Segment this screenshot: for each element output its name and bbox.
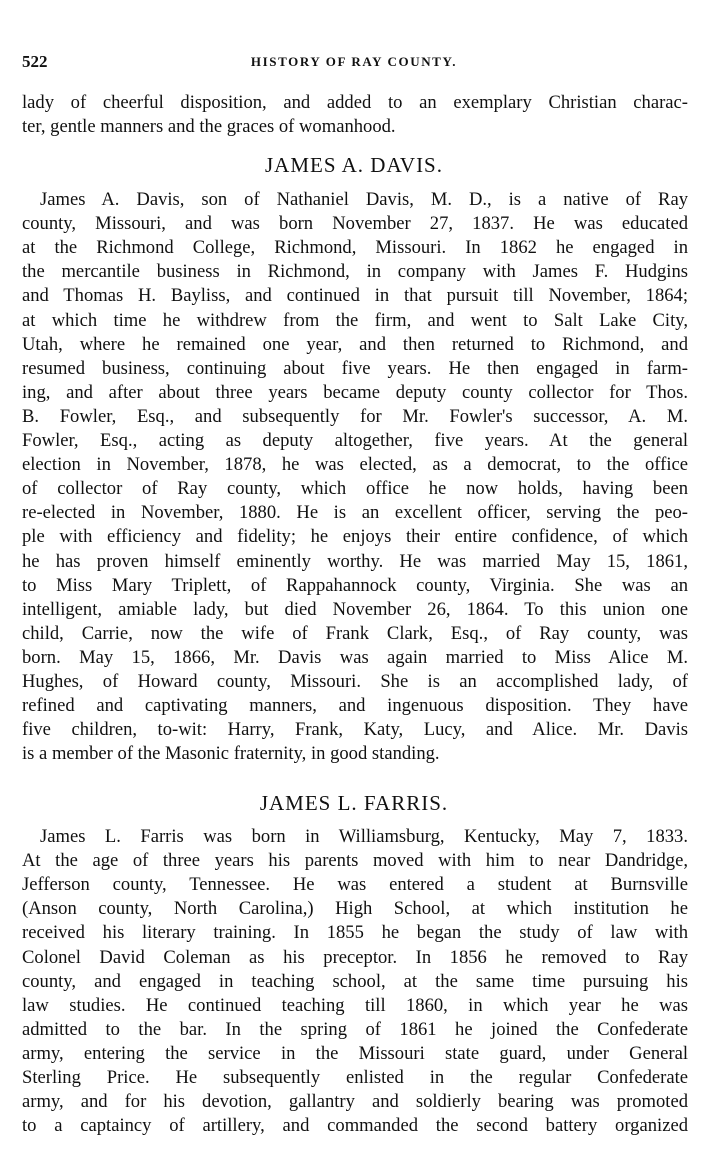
paragraph-line: and Thomas H. Bayliss, and continued in that pursuit till November, 1864; [22,285,688,307]
paragraph-line: the mercantile business in Richmond, in company with James F. Hudgins [22,261,688,283]
paragraph-line: Sterling Price. He subsequently enlisted in the regular Confederate [22,1067,688,1088]
section-heading: JAMES A. DAVIS. [265,153,443,177]
paragraph-line: county, and engaged in teaching school, at the same time pursuing his [22,970,688,992]
paragraph-line: army, and for his devotion, gallantry and soldierly bearing was promoted [22,1091,688,1113]
paragraph-line: ple with efficiency and fidelity; he enjoys their entire confidence, of which [22,526,688,548]
paragraph-line: intelligent, amiable lady, but died November 26, 1864. To this union one [22,598,688,620]
paragraph-line: of collector of Ray county, which office he now holds, having been [22,478,688,500]
paragraph-line: to Miss Mary Triplett, of Rappahannock county, Virginia. She was an [22,574,688,596]
paragraph-line: re-elected in November, 1880. He is an excellent officer, serving the peo- [22,502,688,524]
paragraph-line: at which time he withdrew from the firm, and went to Salt Lake City, [22,309,688,331]
section-heading: JAMES L. FARRIS. [259,791,449,815]
paragraph-line: ter, gentle manners and the graces of womanhood. [22,116,396,138]
paragraph-line: Colonel David Coleman as his preceptor. In 1856 he removed to Ray [22,946,688,968]
paragraph-line: Hughes, of Howard county, Missouri. She is an accomplished lady, of [22,671,688,692]
paragraph-line: admitted to the bar. In the spring of 1861 he joined the Confederate [22,1018,688,1040]
paragraph-line: is a member of the Masonic fraternity, in good standing. [22,743,440,765]
paragraph-line: resumed business, continuing about five years. He then engaged in farm- [22,357,688,379]
page-number: 522 [22,52,48,71]
paragraph-line: received his literary training. In 1855 he began the study of law with [22,922,688,944]
paragraph-line: county, Missouri, and was born November 27, 1837. He was educated [22,213,688,235]
paragraph-line: lady of cheerful disposition, and added to an exemplary Christian charac- [22,92,688,113]
paragraph-line: born. May 15, 1866, Mr. Davis was again married to Miss Alice M. [22,646,688,668]
page-header [22,52,686,74]
paragraph-line: At the age of three years his parents moved with him to near Dandridge, [22,850,688,872]
paragraph-line: refined and captivating manners, and ingenuous disposition. They have [22,695,688,717]
paragraph-line: James L. Farris was born in Williamsburg, Kentucky, May 7, 1833. [40,826,688,847]
paragraph-line: Utah, where he remained one year, and then returned to Richmond, and [22,333,688,355]
paragraph-line: child, Carrie, now the wife of Frank Clark, Esq., of Ray county, was [22,622,688,644]
paragraph-line: ing, and after about three years became deputy county collector for Thos. [22,381,688,403]
paragraph-line: Jefferson county, Tennessee. He was entered a student at Burnsville [22,874,688,896]
paragraph-line: (Anson county, North Carolina,) High School, at which institution he [22,898,688,920]
paragraph-line: army, entering the service in the Missouri state guard, under General [22,1042,688,1064]
running-title: HISTORY OF RAY COUNTY. [250,54,458,69]
paragraph-line: B. Fowler, Esq., and subsequently for Mr. Fowler's successor, A. M. [22,405,688,427]
paragraph-line: to a captaincy of artillery, and commanded the second battery organized [22,1115,688,1137]
paragraph-line: Fowler, Esq., acting as deputy altogether, five years. At the general [22,430,688,451]
paragraph-line: he has proven himself eminently worthy. He was married May 15, 1861, [22,550,688,572]
paragraph-line: at the Richmond College, Richmond, Missouri. In 1862 he engaged in [22,237,688,259]
paragraph-line: law studies. He continued teaching till 1860, in which year he was [22,994,688,1016]
paragraph-line: five children, to-wit: Harry, Frank, Katy, Lucy, and Alice. Mr. Davis [22,719,688,741]
paragraph-line: James A. Davis, son of Nathaniel Davis, M. D., is a native of Ray [40,189,688,210]
paragraph-line: election in November, 1878, he was elected, as a democrat, to the office [22,454,688,476]
